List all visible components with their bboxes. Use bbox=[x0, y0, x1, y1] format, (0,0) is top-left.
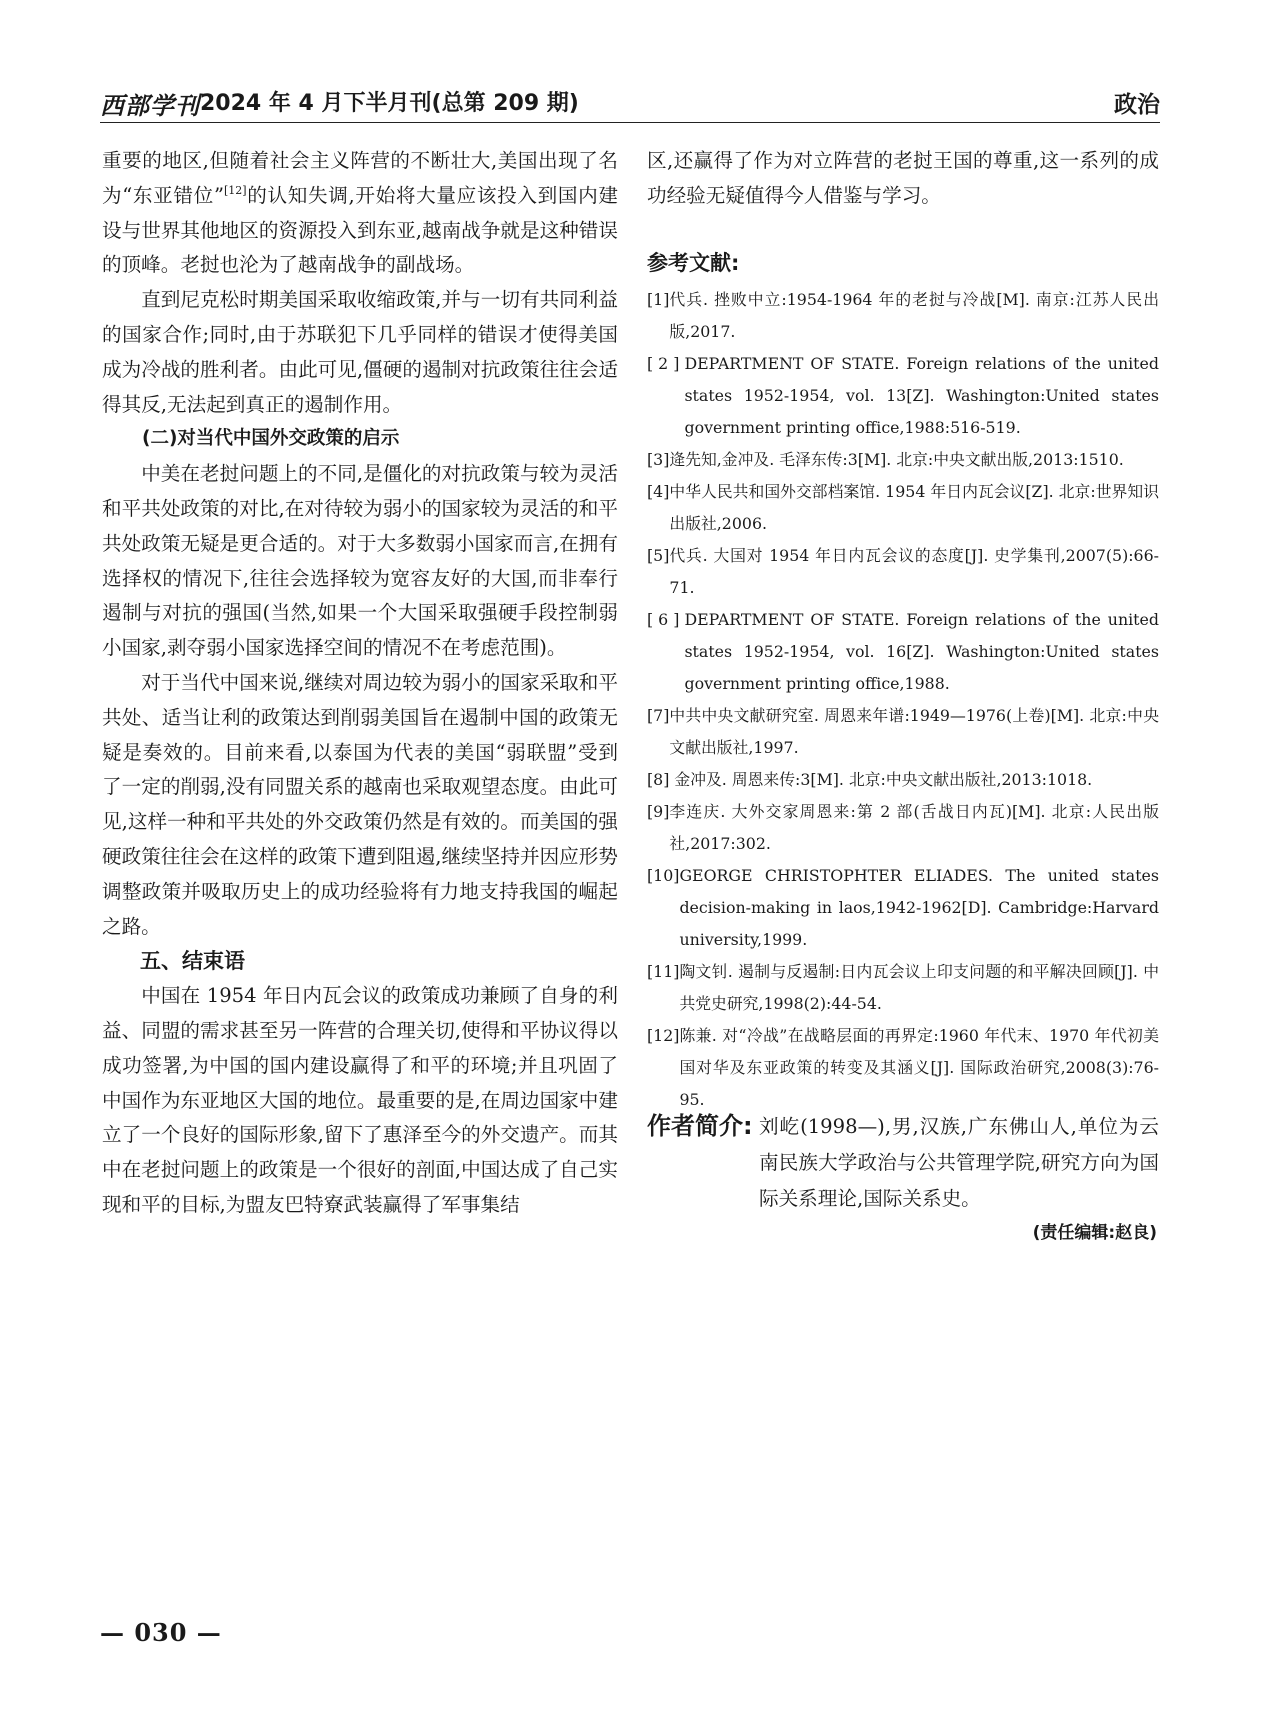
reference-text: 金冲及. 周恩来传:3[M]. 北京:中央文献出版社,2013:1018. bbox=[674, 769, 1093, 789]
reference-number: [7] bbox=[647, 705, 670, 725]
paragraph-text: 的认知失调,开始将大量应该投入到国内建设与世界其他地区的资源投入到东亚,越南战争就是这种错误的顶峰。老挝也沦为了越南战争的副战场。 bbox=[102, 183, 618, 277]
reference-number: [4] bbox=[647, 481, 670, 501]
reference-item bbox=[647, 348, 1159, 444]
reference-number: [3] bbox=[647, 449, 670, 469]
page-number: — 030 — bbox=[100, 1618, 222, 1647]
section-heading: 五、结束语 bbox=[140, 949, 245, 974]
reference-text: 逄先知,金冲及. 毛泽东传:3[M]. 北京:中央文献出版,2013:1510. bbox=[669, 449, 1124, 469]
references-heading: 参考文献: bbox=[647, 250, 740, 275]
citation-marker: [12] bbox=[223, 183, 247, 197]
author-label: 作者简介: bbox=[647, 1112, 753, 1140]
reference-item bbox=[647, 796, 1159, 860]
paragraph: 对于当代中国来说,继续对周边较为弱小的国家采取和平共处、适当让利的政策达到削弱美国旨在遏制中国的政策无疑是奏效的。目前来看,以泰国为代表的美国“弱联盟”受到了一定的削弱,没有同盟关系的越南也采取观望态度。由此可见,这样一种和平共处的外交政策仍然是有效的。而美国的强硬政策往往会在这样的政策下遭到阻遏,继续坚持并因应形势调整政策并吸取历史上的成功经验将有力地支持我国的崛起之路。 bbox=[102, 670, 618, 938]
reference-text: 陶文钊. 遏制与反遏制:日内瓦会议上印支问题的和平解决回顾[J]. 中共党史研究,1998(2):44-54. bbox=[679, 961, 1159, 1013]
reference-item bbox=[647, 956, 1159, 1020]
reference-text: 代兵. 挫败中立:1954-1964 年的老挝与冷战[M]. 南京:江苏人民出版,2017. bbox=[669, 289, 1159, 341]
reference-item bbox=[647, 284, 1159, 348]
reference-text: 陈兼. 对“冷战”在战略层面的再界定:1960 年代末、1970 年代初美国对华及东亚政策的转变及其涵义[J]. 国际政治研究,2008(3):76-95. bbox=[679, 1025, 1159, 1109]
section-name: 政治 bbox=[1114, 92, 1160, 118]
reference-text: DEPARTMENT OF STATE. Foreign relations of the united states 1952-1954, vol. 16[Z]. Washington:United states government printing office,1988. bbox=[684, 609, 1159, 693]
author-bio: 刘屹(1998—),男,汉族,广东佛山人,单位为云南民族大学政治与公共管理学院,研究方向为国际关系理论,国际关系史。 bbox=[759, 1115, 1159, 1210]
reference-text: 中华人民共和国外交部档案馆. 1954 年日内瓦会议[Z]. 北京:世界知识出版社,2006. bbox=[669, 481, 1159, 533]
reference-item bbox=[647, 700, 1159, 764]
reference-item bbox=[647, 444, 1159, 476]
reference-number: [9] bbox=[647, 801, 670, 821]
reference-item bbox=[647, 860, 1159, 956]
reference-number: [8] bbox=[647, 769, 675, 789]
paragraph: 区,还赢得了作为对立阵营的老挝王国的尊重,这一系列的成功经验无疑值得今人借鉴与学习。 bbox=[647, 149, 1159, 207]
reference-number: [1] bbox=[647, 289, 670, 309]
journal-logo: 西部学刊 bbox=[100, 91, 200, 120]
reference-number: [10] bbox=[647, 865, 680, 885]
reference-text: GEORGE CHRISTOPHTER ELIADES. The united states decision-making in laos,1942-1962[D]. Cambridge:Harvard university,1999. bbox=[679, 865, 1159, 949]
reference-text: 李连庆. 大外交家周恩来:第 2 部(舌战日内瓦)[M]. 北京:人民出版社,2017:302. bbox=[669, 801, 1159, 853]
reference-number: [11] bbox=[647, 961, 680, 981]
subsection-heading: (二)对当代中国外交政策的启示 bbox=[142, 428, 400, 450]
paragraph: 中美在老挝问题上的不同,是僵化的对抗政策与较为灵活和平共处政策的对比,在对待较为弱小的国家较为灵活的和平共处政策无疑是更合适的。对于大多数弱小国家而言,在拥有选择权的情况下,往往会选择较为宽容友好的大国,而非奉行遏制与对抗的强国(当然,如果一个大国采取强硬手段控制弱小国家,剥夺弱小国家选择空间的情况不在考虑范围)。 bbox=[102, 462, 618, 660]
reference-number: [12] bbox=[647, 1025, 680, 1045]
reference-item bbox=[647, 604, 1159, 700]
issue-info: 2024 年 4 月下半月刊(总第 209 期) bbox=[200, 91, 579, 116]
reference-text: 中共中央文献研究室. 周恩来年谱:1949—1976(上卷)[M]. 北京:中央文献出版社,1997. bbox=[669, 705, 1159, 757]
paragraph-text: 重要的地区,但随着社会主义阵营的不断壮大,美国出现了名为“东亚错位” bbox=[102, 149, 618, 207]
reference-item bbox=[647, 764, 1159, 796]
right-column bbox=[647, 144, 1159, 1116]
paragraph: 中国在 1954 年日内瓦会议的政策成功兼顾了自身的利益、同盟的需求甚至另一阵营的合理关切,使得和平协议得以成功签署,为中国的国内建设赢得了和平的环境;并且巩固了中国作为东亚地区大国的地位。最重要的是,在周边国家中建立了一个良好的国际形象,留下了惠泽至今的外交遗产。而其中在老挝问题上的政策是一个很好的剖面,中国达成了自己实现和平的目标,为盟友巴特寮武装赢得了军事集结 bbox=[102, 984, 618, 1216]
reference-item bbox=[647, 540, 1159, 604]
reference-number: [ 6 ] bbox=[647, 609, 685, 629]
reference-number: [5] bbox=[647, 545, 670, 565]
paragraph bbox=[102, 144, 618, 283]
reference-list bbox=[647, 284, 1159, 1116]
author-info bbox=[647, 1109, 1159, 1249]
page-header bbox=[100, 84, 1160, 124]
reference-text: 代兵. 大国对 1954 年日内瓦会议的态度[J]. 史学集刊,2007(5):66-71. bbox=[669, 545, 1159, 597]
header-rule bbox=[100, 122, 1160, 123]
reference-item bbox=[647, 476, 1159, 540]
reference-number: [ 2 ] bbox=[647, 353, 685, 373]
paragraph: 直到尼克松时期美国采取收缩政策,并与一切有共同利益的国家合作;同时,由于苏联犯下几乎同样的错误才使得美国成为冷战的胜利者。由此可见,僵硬的遏制对抗政策往往会适得其反,无法起到真正的遏制作用。 bbox=[102, 288, 618, 416]
reference-item bbox=[647, 1020, 1159, 1116]
left-column bbox=[102, 144, 618, 1223]
responsible-editor: (责任编辑:赵良) bbox=[1032, 1223, 1157, 1243]
reference-text: DEPARTMENT OF STATE. Foreign relations of the united states 1952-1954, vol. 13[Z]. Washington:United states government printing office,1988:516-519. bbox=[684, 353, 1159, 437]
